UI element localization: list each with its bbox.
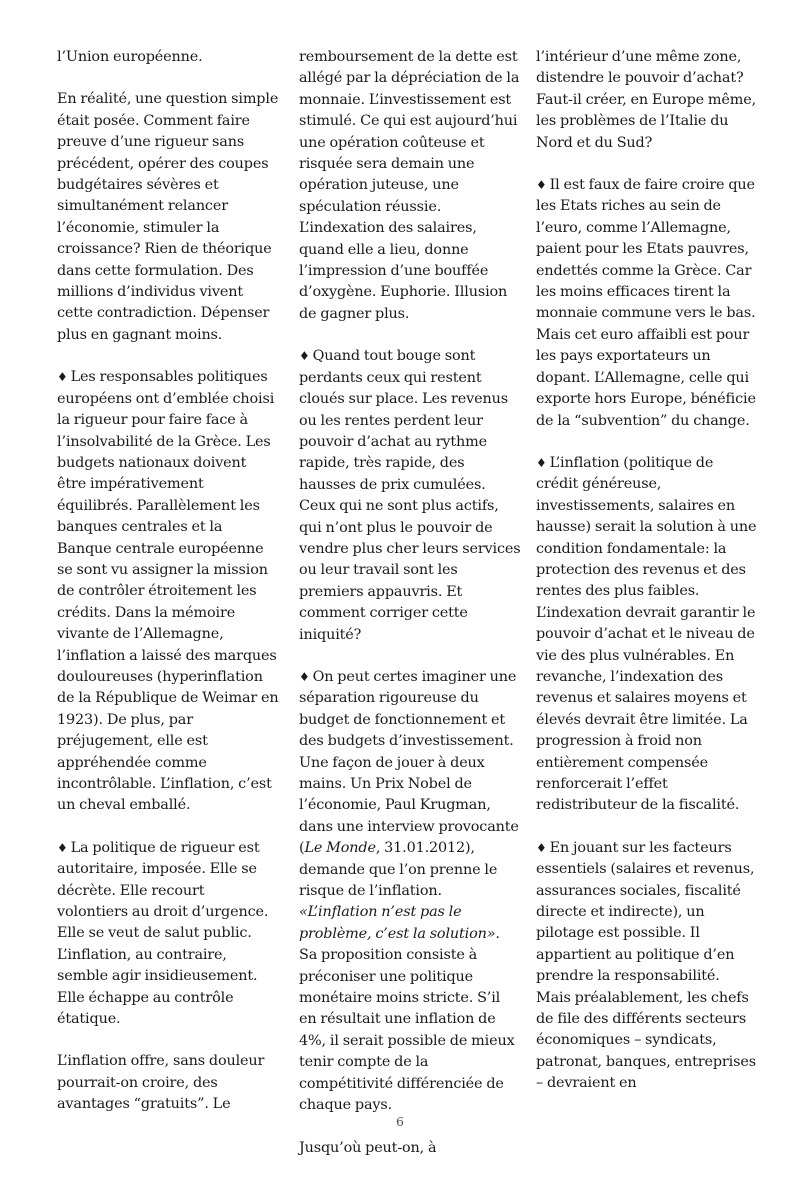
paragraph-text: Jusqu’où peut-on, à: [299, 1139, 437, 1156]
text-column-2: [299, 47, 521, 1180]
text-column-3: [536, 47, 758, 1116]
paragraph-text: Il est faux de faire croire que les Etats riches au sein de l’euro, comme l’Allemagne, paient pour les Etats pauvres, endettés comme la Grèce. Car les moins efficaces tirent la monnaie commune vers le bas. Mais cet euro affaibli est pour les pays exportateurs un dopant. L’Allemagne, celle qui exporte hors Europe, bénéficie de la “subvention” du change.: [536, 177, 756, 429]
diamond-bullet-icon: ♦: [299, 669, 310, 684]
paragraph-text: On peut certes imaginer une séparation rigoureuse du budget de fonctionnement et des budgets d’investissement. Une façon de jouer à deux mains. Un Prix Nobel de l’économie, Paul Krugman, dans une interview provocante (: [299, 668, 519, 857]
paragraph-text: L’inflation (politique de crédit généreuse, investissements, salaires en hausse) serait la solution à une condition fondamentale: la protection des revenus et des rentes des plus faibles. L’indexation devrait garantir le pouvoir d’achat et le niveau de vie des plus vulnérables. En revanche, l’indexation des revenus et salaires moyens et élevés devrait être limitée. La progression à froid non entièrement compensée renforcerait l’effet redistributeur de la fiscalité.: [536, 454, 757, 814]
paragraph: [536, 838, 758, 1095]
italic-text: «L’inflation n’est pas le problème, c’est la solution»: [299, 904, 496, 942]
paragraph-text: , 31.01.2012), demande que l’on prenne le risque de l’inflation.: [299, 840, 498, 900]
paragraph: [57, 47, 279, 68]
paragraph: [299, 667, 521, 1117]
paragraph-text: En jouant sur les facteurs essentiels (salaires et revenus, assurances sociales, fiscalité directe et indirecte), un pilotage est possible. Il appartient au politique d’en prendre la responsabilité. Mais préalablement, les chefs de file des différents secteurs économiques – syndicats, patronat, banques, entreprises – devraient en: [536, 839, 756, 1092]
paragraph-text: En réalité, une question simple était posée. Comment faire preuve d’une rigueur sans précédent, opérer des coupes budgétaires sévères et simultanément relancer l’économie, stimuler la croissance? Rien de théorique dans cette formulation. Des millions d’individus vivent cette contradiction. Dépenser plus en gagnant moins.: [57, 91, 279, 343]
paragraph: [299, 47, 521, 325]
paragraph-text: L’inflation offre, sans douleur pourrait-on croire, des avantages “gratuits”. Le: [57, 1053, 265, 1113]
paragraph-text: Quand tout bouge sont perdants ceux qui restent cloués sur place. Les revenus ou les rentes perdent leur pouvoir d’achat au rythme rapide, très rapide, des hausses de prix cumulées. Ceux qui ne sont plus actifs, qui n’ont plus le pouvoir de vendre plus cher leurs services ou leur travail sont les premiers appauvris. Et comment corriger cette iniquité?: [299, 348, 521, 643]
diamond-bullet-icon: ♦: [536, 178, 547, 193]
paragraph-text: l’Union européenne.: [57, 49, 203, 65]
paragraph: [299, 1138, 521, 1159]
italic-text: Le Monde: [304, 840, 376, 857]
paragraph-text: Les responsables politiques européens ont d’emblée choisi la rigueur pour faire face à l’insolvabilité de la Grèce. Les budgets nationaux doivent être impérativement équilibrés. Parallèlement les banques centrales et la Banque centrale européenne se sont vu assigner la mission de contrôler étroitement les crédits. Dans la mémoire vivante de l’Allemagne, l’inflation a laissé des marques douloureuses (hyperinflation de la République de Weimar en 1923). De plus, par préjugement, elle est appréhendée comme incontrôlable. L’inflation, c’est un cheval emballé.: [57, 369, 279, 814]
paragraph: [57, 838, 279, 1031]
diamond-bullet-icon: ♦: [536, 840, 547, 855]
paragraph-text: La politique de rigueur est autoritaire, imposée. Elle se décrète. Elle recourt volontiers au droit d’urgence. Elle se veut de salut public. L’inflation, au contraire, semble agir insidieusement. Elle échappe au contrôle étatique.: [57, 839, 269, 1028]
page-number: 6: [396, 1114, 404, 1129]
text-column-1: [57, 47, 279, 1137]
paragraph: [299, 346, 521, 646]
paragraph-text: . Sa proposition consiste à préconiser une politique monétaire moins stricte. S’il en résultait une inflation de 4%, il serait possible de mieux tenir compte de la compétitivité différenciée de chaque pays.: [299, 925, 515, 1114]
diamond-bullet-icon: ♦: [299, 349, 310, 364]
paragraph: [57, 89, 279, 346]
diamond-bullet-icon: ♦: [57, 370, 68, 385]
paragraph: [57, 367, 279, 817]
paragraph: [536, 175, 758, 432]
paragraph: [536, 47, 758, 154]
paragraph-text: l’intérieur d’une même zone, distendre le pouvoir d’achat? Faut-il créer, en Europe même, les problèmes de l’Italie du Nord et du Sud?: [536, 49, 757, 151]
paragraph: [536, 453, 758, 817]
diamond-bullet-icon: ♦: [57, 840, 68, 855]
paragraph-text: remboursement de la dette est allégé par la dépréciation de la monnaie. L’investissement est stimulé. Ce qui est aujourd’hui une opération coûteuse et risquée sera demain une opération juteuse, une spéculation réussie. L’indexation des salaires, quand elle a lieu, donne l’impression d’une bouffée d’oxygène. Euphorie. Illusion de gagner plus.: [299, 49, 520, 322]
diamond-bullet-icon: ♦: [536, 455, 547, 470]
paragraph: [57, 1051, 279, 1115]
